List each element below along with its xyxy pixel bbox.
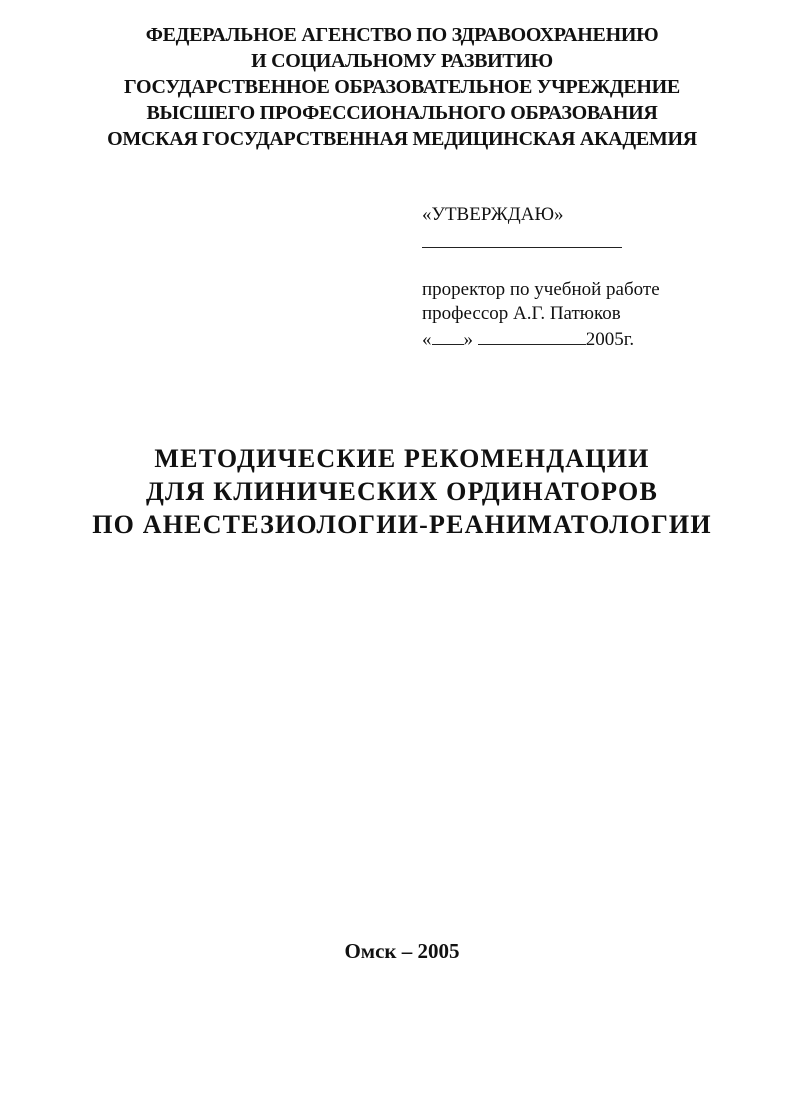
title-line: ДЛЯ КЛИНИЧЕСКИХ ОРДИНАТОРОВ [145, 477, 659, 506]
header-line: И СОЦИАЛЬНОМУ РАЗВИТИЮ [251, 50, 553, 72]
header-line: ВЫСШЕГО ПРОФЕССИОНАЛЬНОГО ОБРАЗОВАНИЯ [146, 102, 658, 124]
approval-block [422, 203, 762, 352]
approval-title: «УТВЕРЖДАЮ» [422, 204, 564, 225]
approver-name: профессор А.Г. Патюков [422, 303, 621, 324]
approver-position: проректор по учебной работе [422, 279, 660, 300]
place-year: Омск – 2005 [344, 939, 460, 963]
approval-date [422, 326, 762, 352]
date-close-quote: » [463, 329, 473, 350]
day-blank [432, 326, 464, 345]
institution-header [0, 22, 804, 152]
date-open-quote: « [422, 329, 432, 350]
title-line: ПО АНЕСТЕЗИОЛОГИИ-РЕАНИМАТОЛОГИИ [92, 510, 712, 539]
header-line: ОМСКАЯ ГОСУДАРСТВЕННАЯ МЕДИЦИНСКАЯ АКАДЕМИЯ [107, 128, 697, 150]
header-line: ГОСУДАРСТВЕННОЕ ОБРАЗОВАТЕЛЬНОЕ УЧРЕЖДЕНИЕ [124, 76, 680, 98]
approval-year: 2005г. [585, 329, 635, 350]
document-title [0, 442, 804, 541]
title-line: МЕТОДИЧЕСКИЕ РЕКОМЕНДАЦИИ [154, 444, 650, 473]
month-blank [478, 326, 586, 345]
signature-line [422, 247, 622, 248]
header-line: ФЕДЕРАЛЬНОЕ АГЕНСТВО ПО ЗДРАВООХРАНЕНИЮ [145, 24, 659, 46]
